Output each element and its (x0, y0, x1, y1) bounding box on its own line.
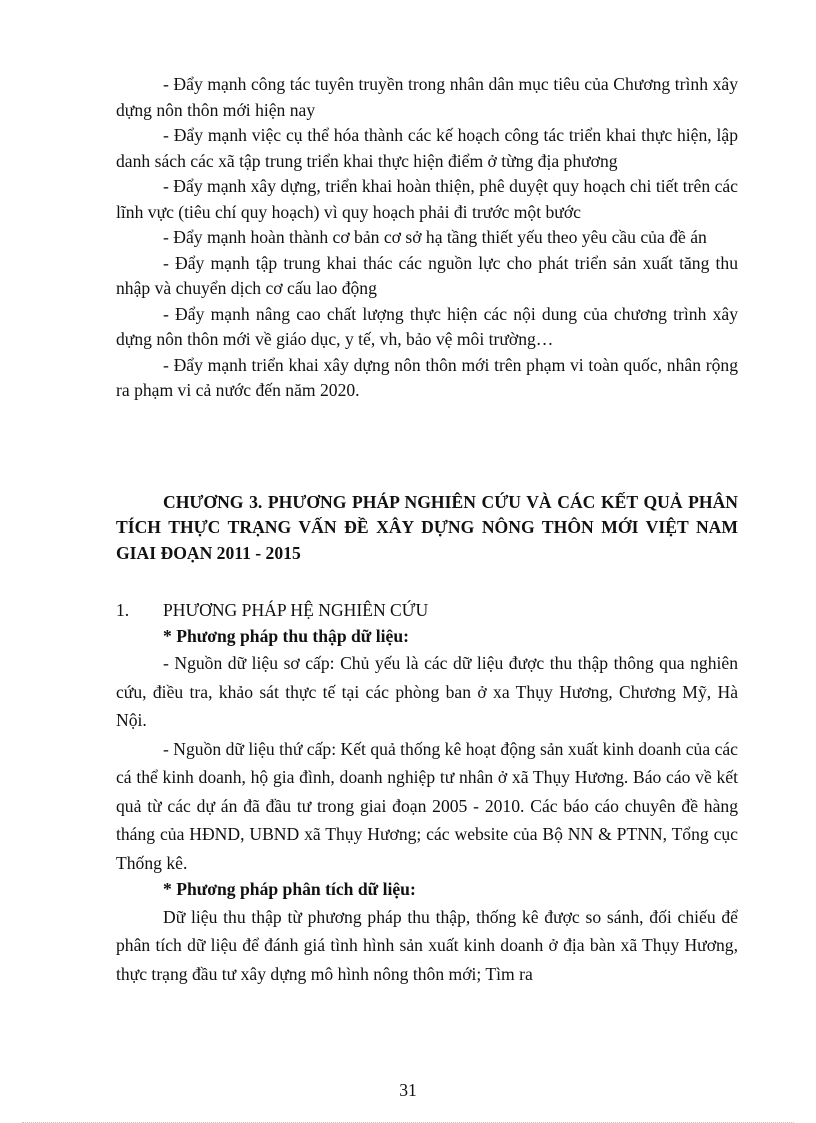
bullet-item: - Đẩy mạnh việc cụ thể hóa thành các kế hoạch công tác triển khai thực hiện, lập danh sách các xã tập trung triển khai thực hiện điểm ở từng địa phương (116, 125, 738, 171)
bullet-item: - Đẩy mạnh hoàn thành cơ bản cơ sở hạ tầng thiết yếu theo yêu cầu của đề án (163, 227, 707, 247)
primary-source-paragraph: - Nguồn dữ liệu sơ cấp: Chủ yếu là các dữ liệu được thu thập thông qua nghiên cứu, điều tra, khảo sát thực tế tại các phòng ban ở xa Thụy Hương, Chương Mỹ, Hà Nội. (116, 653, 738, 730)
data-collection-body (116, 649, 738, 877)
data-collection-heading: * Phương pháp thu thập dữ liệu: (163, 625, 409, 646)
secondary-source-paragraph: - Nguồn dữ liệu thứ cấp: Kết quả thống kê hoạt động sản xuất kinh doanh của các cá thể kinh doanh, hộ gia đình, doanh nghiệp tư nhân ở xã Thụy Hương. Báo cáo về kết quả từ các dự án đã đầu tư trong giai đoạn 2005 - 2010. Các báo cáo chuyên đề hàng tháng của HĐND, UBND xã Thụy Hương; các website của Bộ NN & PTNN, Tổng cục Thống kê. (116, 738, 738, 873)
page-number: 31 (399, 1080, 417, 1100)
bullet-item: - Đẩy mạnh tập trung khai thác các nguồn lực cho phát triển sản xuất tăng thu nhập và chuyển dịch cơ cấu lao động (116, 252, 738, 298)
data-analysis-heading: * Phương pháp phân tích dữ liệu: (163, 879, 416, 899)
section-number: 1. (116, 600, 130, 620)
section-heading (116, 598, 738, 624)
section-title: PHƯƠNG PHÁP HỆ NGHIÊN CỨU (163, 600, 429, 620)
data-analysis-body (116, 903, 738, 989)
chapter-title: CHƯƠNG 3. PHƯƠNG PHÁP NGHIÊN CỨU VÀ CÁC KẾT QUẢ PHÂN TÍCH THỰC TRẠNG VẤN ĐỀ XÂY DỰNG NÔNG THÔN MỚI VIỆT NAM GIAI ĐOẠN 2011 - 2015 (116, 491, 738, 563)
page-content (116, 72, 738, 988)
bullet-item: - Đẩy mạnh triển khai xây dựng nôn thôn mới trên phạm vi toàn quốc, nhân rộng ra phạm vi cả nước đến năm 2020. (116, 354, 738, 400)
bullet-list (116, 72, 738, 404)
analysis-paragraph: Dữ liệu thu thập từ phương pháp thu thập, thống kê được so sánh, đối chiếu để phân tích dữ liệu để đánh giá tình hình sản xuất kinh doanh ở địa bàn xã Thụy Hương, thực trạng đầu tư xây dựng mô hình nông thôn mới; Tìm ra (116, 906, 738, 984)
bullet-item: - Đẩy mạnh công tác tuyên truyền trong nhân dân mục tiêu của Chương trình xây dựng nôn thôn mới hiện nay (116, 74, 738, 120)
bullet-item: - Đẩy mạnh xây dựng, triển khai hoàn thiện, phê duyệt quy hoạch chi tiết trên các lĩnh vực (tiêu chí quy hoạch) vì quy hoạch phải đi trước một bước (116, 176, 738, 222)
bullet-item: - Đẩy mạnh nâng cao chất lượng thực hiện các nội dung của chương trình xây dựng nôn thôn mới về giáo dục, y tế, vh, bảo vệ môi trường… (116, 303, 738, 349)
